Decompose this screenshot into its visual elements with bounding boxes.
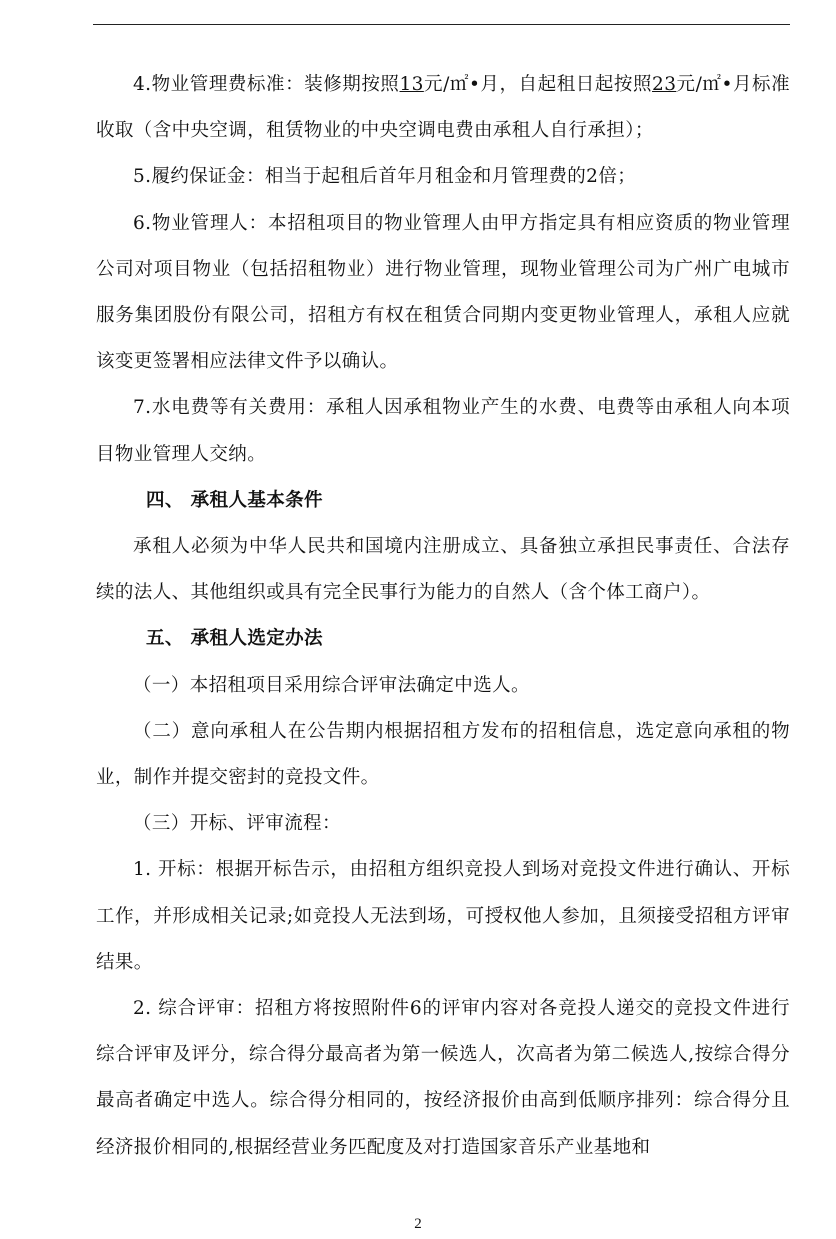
document-body <box>96 62 790 1171</box>
paragraph-property-manager: 6.物业管理人：本招租项目的物业管理人由甲方指定具有相应资质的物业管理公司对项目物业（包括招租物业）进行物业管理，现物业管理公司为广州广电城市服务集团股份有限公司，招租方有权在租赁合同期内变更物业管理人，承租人应就该变更签署相应法律文件予以确认。 <box>96 212 790 373</box>
text-segment: 元/㎡•月标准收取（含中央空调，租赁物业的中央空调电费由承租人自行承担）； <box>96 74 790 142</box>
paragraph-bid-opening: 1. 开标：根据开标告示，由招租方组织竞投人到场对竞投文件进行确认、开标工作，并形成相关记录;如竞投人无法到场，可授权他人参加，且须接受招租方评审结果。 <box>96 859 790 973</box>
paragraph-evaluation: 2. 综合评审：招租方将按照附件6的评审内容对各竞投人递交的竞投文件进行综合评审及评分，综合得分最高者为第一候选人，次高者为第二候选人,按综合得分最高者确定中选人。综合得分相同的，按经济报价由高到低顺序排列：综合得分且经济报价相同的,根据经营业务匹配度及对打造国家音乐产业基地和 <box>96 998 790 1158</box>
paragraph-selection-2: （二）意向承租人在公告期内根据招租方发布的招租信息，选定意向承租的物业，制作并提交密封的竞投文件。 <box>96 720 790 789</box>
paragraph-selection-1: （一）本招租项目采用综合评审法确定中选人。 <box>133 674 530 696</box>
underlined-value: 23 <box>652 74 677 95</box>
paragraph-selection-3: （三）开标、评审流程： <box>133 813 341 835</box>
paragraph-tenant-conditions: 承租人必须为中华人民共和国境内注册成立、具备独立承担民事责任、合法存续的法人、其他组织或具有完全民事行为能力的自然人（含个体工商户）。 <box>96 536 790 604</box>
section-heading-tenant-conditions: 四、 承租人基本条件 <box>146 489 323 511</box>
header-rule <box>93 24 790 25</box>
paragraph-utilities: 7.水电费等有关费用：承租人因承租物业产生的水费、电费等由承租人向本项目物业管理人交纳。 <box>96 397 790 465</box>
section-heading-selection-method: 五、 承租人选定办法 <box>146 628 323 650</box>
paragraph-management-fee <box>96 62 790 154</box>
paragraph-deposit: 5.履约保证金：相当于起租后首年月租金和月管理费的2倍； <box>133 166 637 188</box>
underlined-value: 13 <box>399 74 424 95</box>
text-segment: 4.物业管理费标准：装修期按照 <box>133 74 400 95</box>
text-segment: 元/㎡•月，自起租日起按照 <box>423 74 653 95</box>
page-number: 2 <box>414 1216 422 1232</box>
